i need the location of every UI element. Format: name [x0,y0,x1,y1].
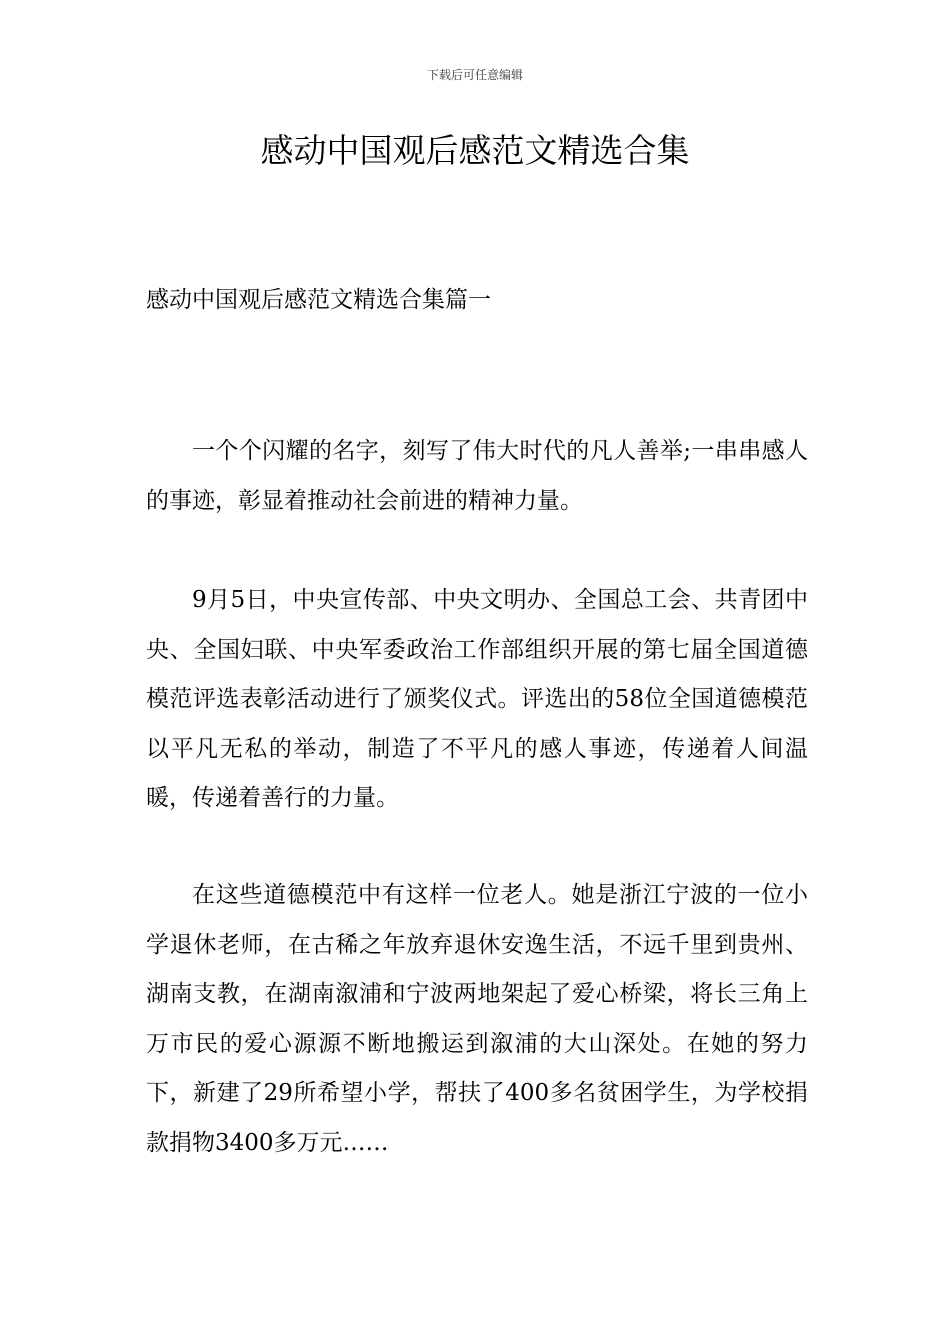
paragraph: 一个个闪耀的名字，刻写了伟大时代的凡人善举;一串串感人的事迹，彰显着推动社会前进的精神力量。 [146,438,808,514]
paragraph: 9月5日，中央宣传部、中央文明办、全国总工会、共青团中央、全国妇联、中央军委政治工作部组织开展的第七届全国道德模范评选表彰活动进行了颁奖仪式。评选出的58位全国道德模范以平凡无私的举动，制造了不平凡的感人事迹，传递着人间温暖，传递着善行的力量。 [146,587,808,811]
paragraph: 在这些道德模范中有这样一位老人。她是浙江宁波的一位小学退休老师，在古稀之年放弃退休安逸生活，不远千里到贵州、湖南支教，在湖南溆浦和宁波两地架起了爱心桥梁，将长三角上万市民的爱心源源不断地搬运到溆浦的大山深处。在她的努力下，新建了29所希望小学，帮扶了400多名贫困学生，为学校捐款捐物3400多万元…… [146,882,808,1156]
header-note: 下载后可任意编辑 [426,68,523,82]
document-title: 感动中国观后感范文精选合集 [260,131,690,170]
section-title: 感动中国观后感范文精选合集篇一 [146,287,491,313]
